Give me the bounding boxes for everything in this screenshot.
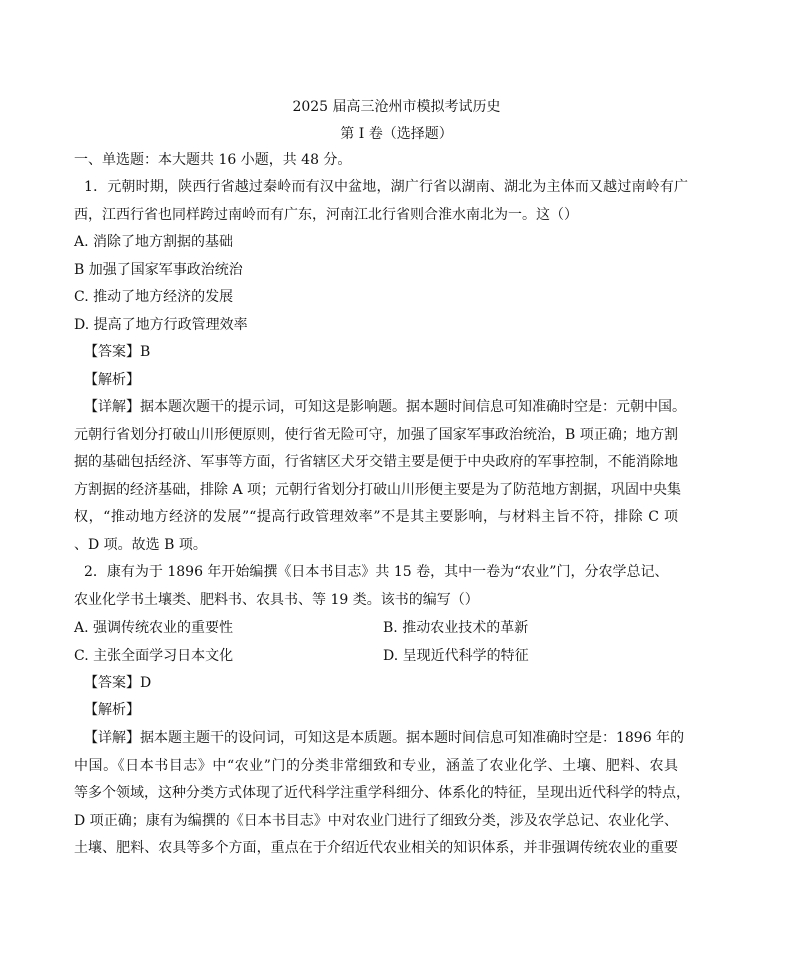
q1-stem-line: 1．元朝时期，陕西行省越过秦岭而有汉中盆地，湖广行省以湖南、湖北为主体而又越过南岭有广 <box>84 179 688 195</box>
document-title: 2025 届高三沧州市模拟考试历史 <box>292 99 501 115</box>
q1-option-c: C. 推动了地方经济的发展 <box>74 289 234 305</box>
q1-option-a: A. 消除了地方割据的基础 <box>74 234 234 250</box>
q1-explain-line: 元朝行省划分打破山川形便原则，使行省无险可守，加强了国家军事政治统治，B 项正确；地方割 <box>74 427 678 443</box>
q1-option-b: B 加强了国家军事政治统治 <box>74 262 243 278</box>
q1-answer: 【答案】B <box>84 344 151 360</box>
q1-explain-line: 权，“推动地方经济的发展”“提高行政管理效率”不是其主要影响，与材料主旨不符，排除 C 项 <box>74 509 678 525</box>
q2-stem-line: 农业化学书土壤类、肥料书、农具书、等 19 类。该书的编写（） <box>74 592 479 608</box>
document-subtitle: 第 I 卷（选择题） <box>340 126 453 142</box>
q1-explain-line: 、D 项。故选 B 项。 <box>74 537 207 553</box>
q2-option-b: B. 推动农业技术的革新 <box>383 620 529 636</box>
q2-explain-line: 【详解】据本题主题干的设问词，可知这是本质题。据本题时间信息可知准确时空是：1896 年的 <box>84 730 685 746</box>
q2-explain-line: 等多个领域，这种分类方式体现了近代科学注重学科细分、体系化的特征，呈现出近代科学的特点， <box>74 785 690 801</box>
q2-explain-line: 中国。《日本书目志》中“农业”门的分类非常细致和专业，涵盖了农业化学、土壤、肥料、农具 <box>74 758 678 774</box>
q2-stem-line: 2．康有为于 1896 年开始编撰《日本书目志》共 15 卷，其中一卷为“农业”门，分农学总记、 <box>84 564 669 580</box>
q2-option-d: D. 呈现近代科学的特征 <box>383 648 529 664</box>
q1-analysis-label: 【解析】 <box>84 372 140 388</box>
q1-explain-line: 方割据的经济基础，排除 A 项；元朝行省划分打破山川形便主要是为了防范地方割据，巩固中央集 <box>74 482 682 498</box>
q2-option-a: A. 强调传统农业的重要性 <box>74 620 234 636</box>
q2-explain-line: 土壤、肥料、农具等多个方面，重点在于介绍近代农业相关的知识体系，并非强调传统农业的重要 <box>74 840 678 856</box>
q2-answer: 【答案】D <box>84 675 152 691</box>
q2-analysis-label: 【解析】 <box>84 702 140 718</box>
q1-option-d: D. 提高了地方行政管理效率 <box>74 317 248 333</box>
q2-explain-line: D 项正确；康有为编撰的《日本书目志》中对农业门进行了细致分类，涉及农学总记、农业化学、 <box>74 813 678 829</box>
section-heading: 一、单选题：本大题共 16 小题，共 48 分。 <box>74 152 352 168</box>
q2-option-c: C. 主张全面学习日本文化 <box>74 648 234 664</box>
q1-stem-line: 西，江西行省也同样跨过南岭而有广东，河南江北行省则合淮水南北为一。这（） <box>74 207 578 223</box>
q1-explain-line: 【详解】据本题次题干的提示词，可知这是影响题。据本题时间信息可知准确时空是：元朝中国。 <box>84 399 686 415</box>
q1-explain-line: 据的基础包括经济、军事等方面，行省辖区犬牙交错主要是便于中央政府的军事控制，不能消除地 <box>74 454 678 470</box>
